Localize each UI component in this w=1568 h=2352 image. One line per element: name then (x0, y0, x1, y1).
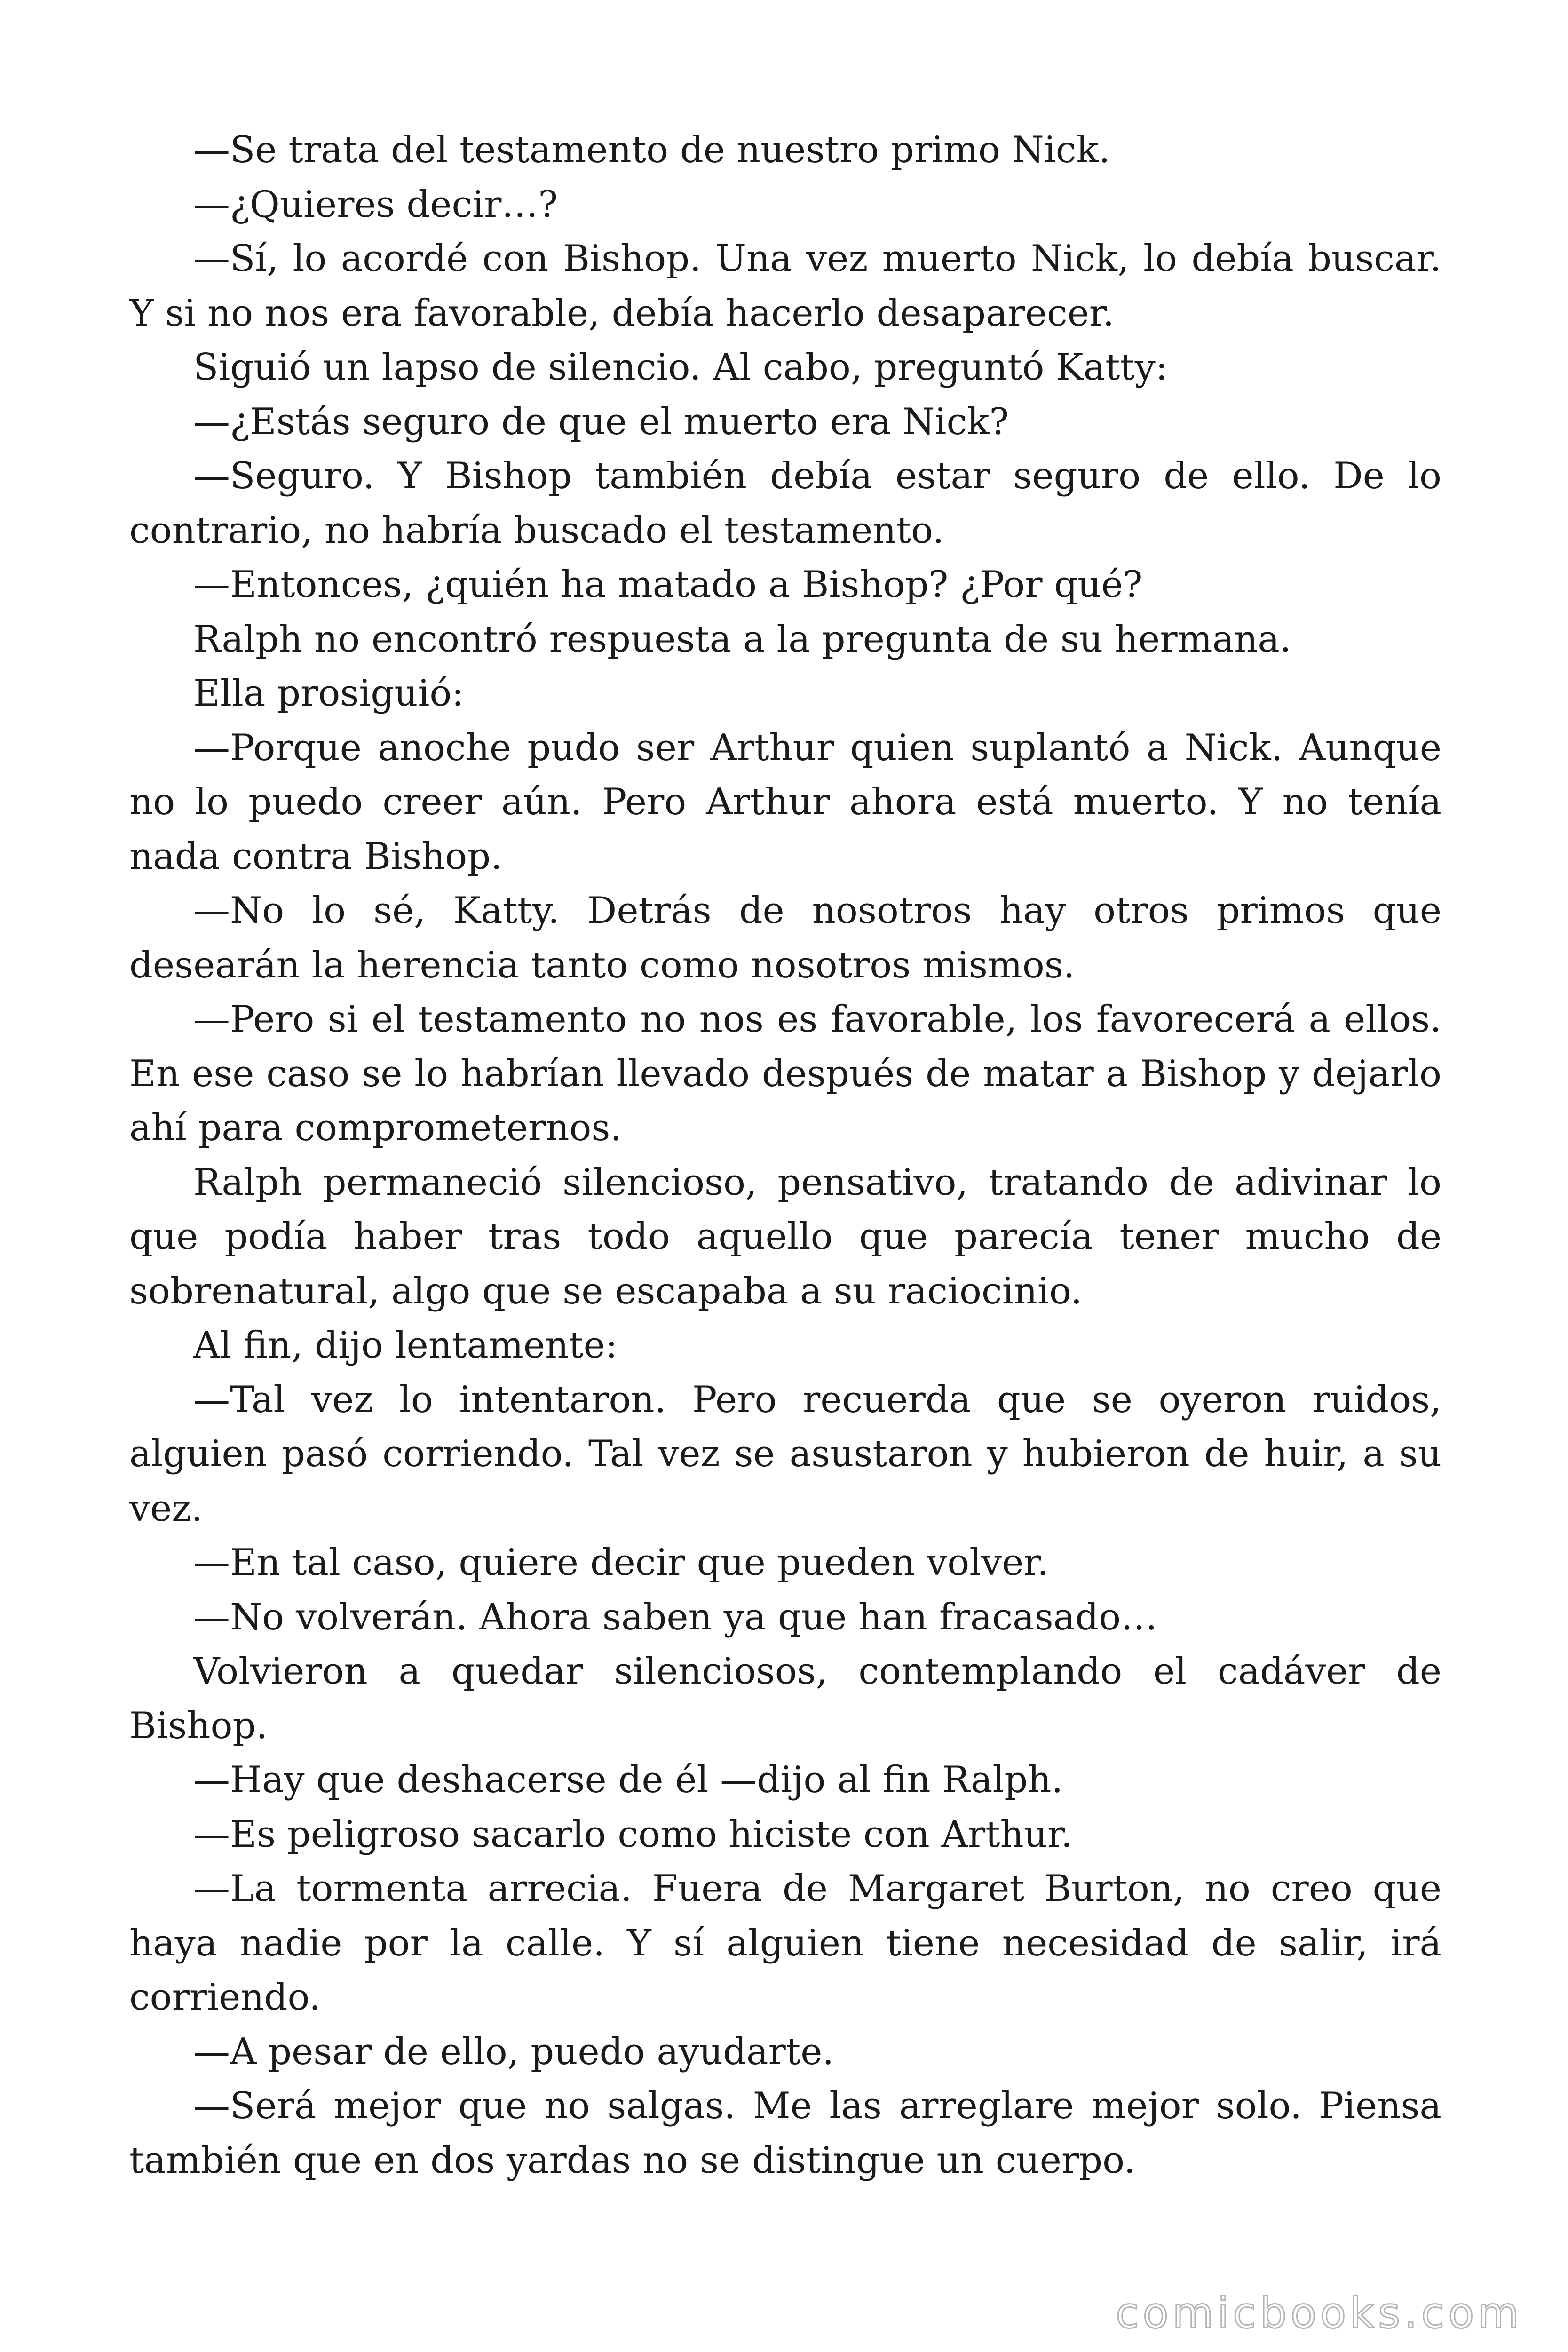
paragraph: —Porque anoche pudo ser Arthur quien suplantó a Nick. Aunque no lo puedo creer aún. Pero Arthur ahora está muerto. Y no tenía nada contra Bishop. (129, 726, 1441, 878)
paragraph: Ralph permaneció silencioso, pensativo, tratando de adivinar lo que podía haber tras todo aquello que parecía tener mucho de sobrenatural, algo que se escapaba a su raciocinio. (129, 1161, 1441, 1312)
paragraph: Siguió un lapso de silencio. Al cabo, preguntó Katty: (193, 346, 1168, 389)
paragraph: —Pero si el testamento no nos es favorable, los favorecerá a ellos. En ese caso se lo habrían llevado después de matar a Bishop y dejarlo ahí para comprometernos. (129, 998, 1441, 1149)
paragraph: —Seguro. Y Bishop también debía estar seguro de ello. De lo contrario, no habría buscado el testamento. (129, 455, 1441, 552)
paragraph: Al fin, dijo lentamente: (193, 1324, 618, 1367)
paragraph: —Se trata del testamento de nuestro primo Nick. (193, 129, 1110, 171)
paragraph: —Sí, lo acordé con Bishop. Una vez muerto Nick, lo debía buscar. Y si no nos era favorable, debía hacerlo desaparecer. (129, 238, 1441, 334)
paragraph: —No volverán. Ahora saben ya que han fracasado… (193, 1596, 1158, 1638)
paragraph: —En tal caso, quiere decir que pueden volver. (193, 1542, 1049, 1584)
paragraph: —¿Estás seguro de que el muerto era Nick? (193, 400, 1009, 443)
paragraph: —Tal vez lo intentaron. Pero recuerda que se oyeron ruidos, alguien pasó corriendo. Tal vez se asustaron y hubieron de huir, a su vez. (129, 1378, 1441, 1530)
paragraph: Ralph no encontró respuesta a la pregunta de su hermana. (193, 618, 1291, 660)
paragraph: —Hay que deshacerse de él —dijo al fin Ralph. (193, 1759, 1063, 1801)
watermark: comicbooks.com (1116, 2288, 1523, 2338)
paragraph: —¿Quieres decir…? (193, 183, 558, 226)
paragraph: —No lo sé, Katty. Detrás de nosotros hay otros primos que desearán la herencia tanto como nosotros mismos. (129, 890, 1441, 986)
paragraph: Volvieron a quedar silenciosos, contemplando el cadáver de Bishop. (129, 1650, 1441, 1747)
page-body (129, 123, 1441, 2188)
paragraph: —Entonces, ¿quién ha matado a Bishop? ¿Por qué? (193, 564, 1143, 606)
paragraph: —A pesar de ello, puedo ayudarte. (193, 2030, 834, 2073)
paragraph: —Será mejor que no salgas. Me las arreglare mejor solo. Piensa también que en dos yardas no se distingue un cuerpo. (129, 2085, 1441, 2182)
paragraph: —Es peligroso sacarlo como hiciste con Arthur. (193, 1813, 1073, 1856)
paragraph: Ella prosiguió: (193, 672, 464, 715)
paragraph: —La tormenta arrecia. Fuera de Margaret Burton, no creo que haya nadie por la calle. Y sí alguien tiene necesidad de salir, irá corriendo. (129, 1867, 1441, 2018)
